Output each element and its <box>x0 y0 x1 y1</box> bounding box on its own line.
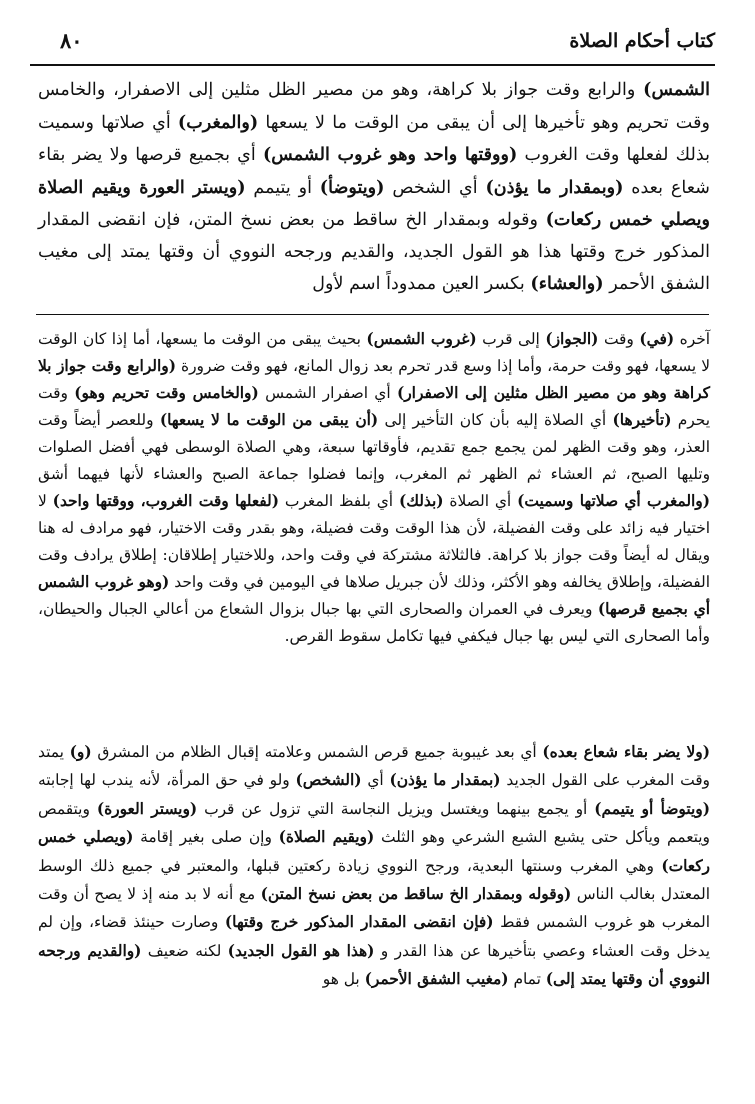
text-bold: (غروب الشمس) <box>366 330 477 348</box>
text-bold: (والقديم ورجحه النووي أن وقتها يمتد إلى) <box>38 941 710 989</box>
text-bold: (ويستر العورة ويقيم الصلاة ويصلي خمس ركعات) <box>38 176 711 230</box>
text-run: أو يتيمم <box>245 177 320 198</box>
text-bold: (والمغرب) <box>177 111 259 133</box>
text-bold: (ووقتها واحد وهو غروب الشمس) <box>262 144 518 165</box>
text-run: أو يجمع بينهما ويغتسل ويزيل النجاسة التي تزول عن قرب <box>197 799 595 818</box>
text-run: تمام <box>508 970 546 989</box>
text-bold: (والرابع وقت جواز بلا كراهة وهو من مصير الظل مثلين إلى الاصفرار) <box>38 357 711 402</box>
text-bold: (ويتوضأ أو يتيمم) <box>594 799 710 818</box>
text-run: إلى قرب <box>476 330 546 348</box>
text-bold: (وقوله وبمقدار الخ ساقط من بعض نسخ المتن) <box>260 885 572 904</box>
text-run: ويعرف في العمران والصحارى التي بها جبال بزوال الشعاع من أعالي الجبال والحيطان، وأما الصحارى التي ليس بها جبال فيكفي فيها تكامل سقوط القرص. <box>38 600 710 645</box>
text-run: أي صلاتها وسميت بذلك لفعلها وقت الغروب <box>38 112 710 165</box>
text-bold: (الشخص) <box>295 771 362 790</box>
running-title: كتاب أحكام الصلاة <box>569 30 715 52</box>
commentary-paragraph <box>38 326 710 650</box>
text-run: وصارت حينئذ قضاء، وإن لم يدخل وقت العشاء وعصي بتأخيرها عن هذا القدر و <box>38 913 710 960</box>
text-run: أي بلفظ المغرب <box>279 492 399 510</box>
text-run: وقوله وبمقدار الخ ساقط من بعض نسخ المتن، فإن انقضى المقدار المذكور خرج وقتها هذا هو القول الجديد، والقديم ورجحه النووي أن وقتها يمتد إلى مغيب الشفق الأحمر <box>38 210 710 294</box>
text-bold: (الجواز) <box>545 330 599 348</box>
text-bold: (في) <box>639 330 675 348</box>
header-divider <box>30 64 715 66</box>
text-bold: (ويستر العورة) <box>96 799 198 818</box>
text-bold: (لفعلها وقت الغروب، ووقتها واحد) <box>52 492 280 510</box>
text-bold: (بذلك) <box>398 492 444 510</box>
text-run: والرابع وقت جواز بلا كراهة، وهو من مصير الظل مثلين إلى الاصفرار، والخامس وقت تحريم وهو تأخيرها إلى أن يبقى من الوقت ما لا يسعها <box>38 80 710 133</box>
text-run: بكسر العين ممدوداً اسم لأول <box>312 274 531 294</box>
text-run: آخره <box>674 330 710 348</box>
text-run: بحيث يبقى من الوقت ما يسعها، أما إذا كان الوقت لا يسعها، فهو وقت حرمة، وأما إذا وسع قدر تحرم بعد زوال المانع، فهو وقت ضرورة <box>38 330 710 375</box>
commentary-block-2 <box>38 738 710 994</box>
text-run: أي الصلاة إليه بأن كان التأخير إلى <box>378 411 613 429</box>
text-run: ويتقمص ويتعمم ويأكل حتى يشبع الشبع الشرعي وهو الثلث <box>38 799 710 847</box>
text-run: وللعصر أيضاً وقت العذر، وهو وقت الظهر لمن يجمع جمع تقديم، فأوقاتها سبعة، وهي الصلاة الوسطى فهي أفضل الصلوات وتليها الصبح، ثم العشاء ثم الظهر ثم المغرب، وإنما فضلوا جماعة الصبح والعشاء لأنها فيهما أشق <box>38 411 710 483</box>
text-bold: (مغيب الشفق الأحمر) <box>364 970 509 989</box>
text-bold: (وبمقدار ما يؤذن) <box>485 176 624 198</box>
text-run: بل هو <box>322 970 365 989</box>
text-run: أي الشخص <box>384 177 486 198</box>
text-run: ولو في حق المرأة، لأنه يندب لها إجابته <box>38 771 296 790</box>
commentary-paragraph <box>38 738 710 994</box>
text-bold: (تأخيرها) <box>612 411 672 429</box>
text-run: مع أنه لا بد منه إذ لا يصح أن وقت المغرب هو غروب الشمس فقط <box>38 885 710 932</box>
text-run: أي الصلاة <box>443 492 518 510</box>
page-number: ٨٠ <box>60 28 83 53</box>
text-run: وهي المغرب وسنتها البعدية، ورجح النووي زيادة ركعتين قبلها، والمعتبر في جميع ذلك الوسط المعتدل بغالب الناس <box>38 856 711 904</box>
text-run: أي بعد غيبوبة جميع قرص الشمس وعلامته إقبال الظلام من المشرق <box>91 743 543 761</box>
text-bold: الشمس) <box>643 79 710 100</box>
footnote-separator <box>36 314 709 315</box>
text-bold: (هذا هو القول الجديد) <box>227 941 375 960</box>
text-bold: (والعشاء) <box>530 273 604 294</box>
text-bold: (ويقيم الصلاة) <box>278 828 375 847</box>
text-bold: (و) <box>69 743 92 761</box>
commentary-block-1 <box>38 326 710 650</box>
text-run: وقت يحرم <box>38 384 710 429</box>
page-header <box>30 20 715 68</box>
text-bold: (والخامس وقت تحريم وهو) <box>74 384 259 402</box>
text-bold: (ويتوضأ) <box>319 176 385 198</box>
text-bold: (والمغرب أي صلاتها وسميت) <box>517 492 711 510</box>
text-run: وإن صلى بغير إقامة <box>133 828 279 847</box>
text-bold: (فإن انقضى المقدار المذكور خرج وقتها) <box>224 913 494 932</box>
text-run: أي بجميع قرصها ولا يضر بقاء شعاع بعده <box>38 145 710 198</box>
text-bold: (ولا يضر بقاء شعاع بعده) <box>542 743 711 761</box>
text-bold: (بمقدار ما يؤذن) <box>389 771 501 790</box>
text-run: لا اختيار فيه زائد على وقت الفضيلة، لأن هذا الوقت وقت فضيلة، وهو بقدر وقت الاختيار، فهو مرادف له هنا ويقال له أيضاً وقت جواز بلا كراهة. فالثلاثة مشتركة في وقت واحد، وللاختيار إطلاقان: إطلاق يرادف وقت الفضيلة، وإطلاق يخالفه وهو الأكثر، وذلك لأن جبريل صلاها في اليومين في وقت واحد <box>38 492 710 591</box>
text-bold: (وهو غروب الشمس أي بجميع قرصها) <box>38 573 711 618</box>
text-run: أي <box>361 771 390 790</box>
text-run: لكنه ضعيف <box>141 941 228 960</box>
text-bold: (أن يبقى من الوقت ما لا يسعها) <box>159 411 379 429</box>
main-text <box>38 74 710 301</box>
main-paragraph <box>38 74 710 301</box>
text-run: وقت <box>598 330 640 348</box>
text-bold: (ويصلي خمس ركعات) <box>38 828 710 875</box>
text-run: يمتد وقت المغرب على القول الجديد <box>38 743 710 790</box>
text-run: أي اصفرار الشمس <box>258 384 397 402</box>
